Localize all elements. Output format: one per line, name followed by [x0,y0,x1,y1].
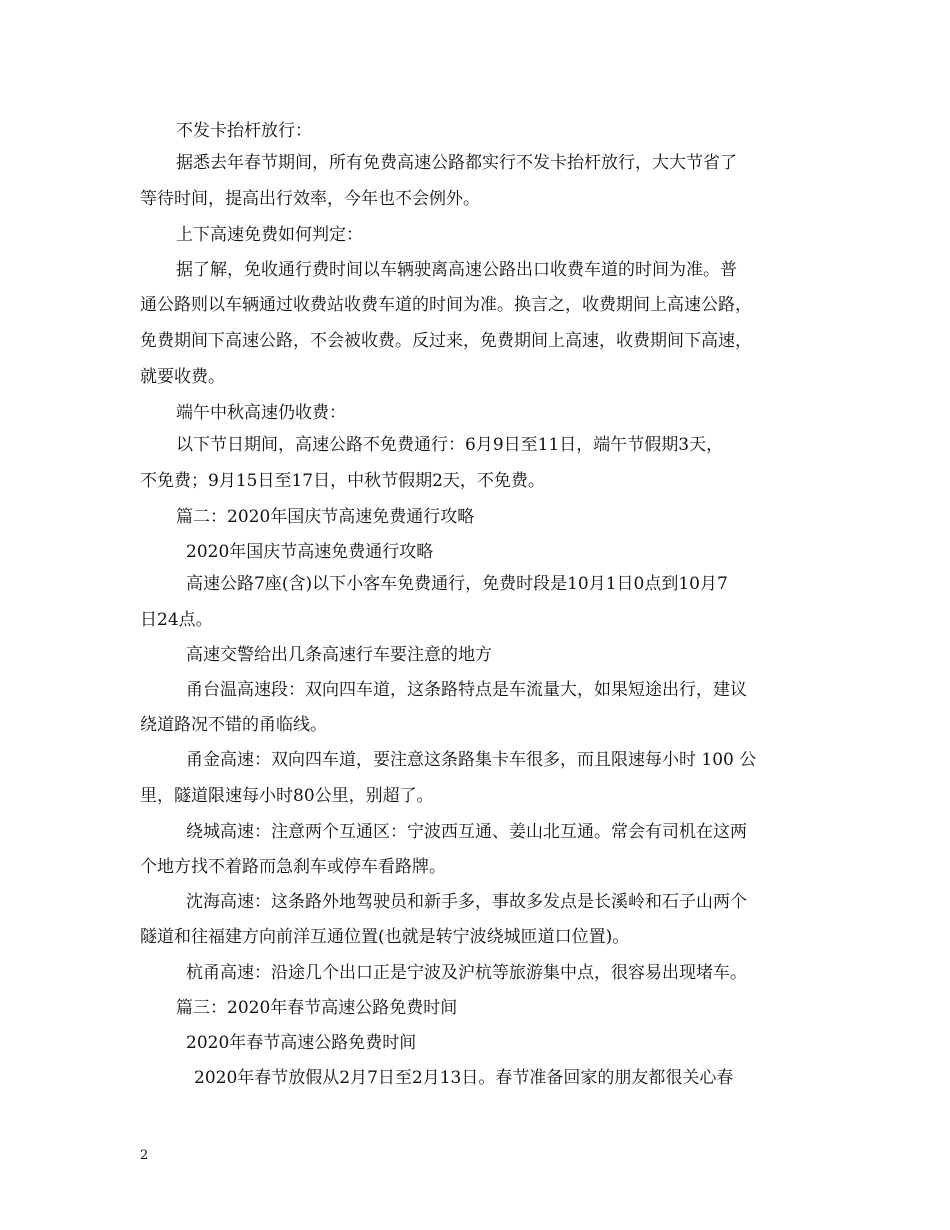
section-heading: 篇三：2020年春节高速公路免费时间 [176,998,458,1018]
page-number: 2 [140,1148,149,1163]
text-line: 等待时间，提高出行效率，今年也不会例外。 [140,189,480,209]
text-line: 绕城高速：注意两个互通区：宁波西互通、姜山北互通。常会有司机在这两 [186,822,747,842]
text-line: 上下高速免费如何判定： [176,225,363,245]
text-line: 不发卡抬杆放行： [176,121,312,141]
text-line: 甬台温高速段：双向四车道，这条路特点是车流量大，如果短途出行，建议 [186,680,747,700]
text-line: 日24点。 [140,610,213,630]
text-line: 隧道和往福建方向前洋互通位置(也就是转宁波绕城匝道口位置)。 [140,927,630,947]
text-line: 不免费；9月15日至17日，中秋节假期2天，不免费。 [140,471,545,491]
text-line: 里，隧道限速每小时80公里，别超了。 [140,786,434,806]
text-line: 个地方找不着路而急刹车或停车看路牌。 [140,857,446,877]
text-line: 绕道路况不错的甬临线。 [140,715,327,735]
section-heading: 篇二：2020年国庆节高速免费通行攻略 [176,507,475,527]
text-line: 以下节日期间，高速公路不免费通行：6月9日至11日，端午节假期3天， [176,435,724,455]
text-line: 据了解，免收通行费时间以车辆驶离高速公路出口收费车道的时间为准。普 [176,260,737,280]
text-line: 高速公路7座(含)以下小客车免费通行，免费时段是10月1日0点到10月7 [186,574,728,594]
text-line: 2020年春节放假从2月7日至2月13日。春节准备回家的朋友都很关心春 [194,1068,734,1088]
section-title: 2020年国庆节高速免费通行攻略 [186,542,434,562]
text-line: 甬金高速：双向四车道，要注意这条路集卡车很多，而且限速每小时 100 公 [186,750,757,770]
text-line: 通公路则以车辆通过收费站收费车道的时间为准。换言之，收费期间上高速公路， [140,295,752,315]
text-line: 沈海高速：这条路外地驾驶员和新手多，事故多发点是长溪岭和石子山两个 [186,892,747,912]
section-title: 2020年春节高速公路免费时间 [186,1033,417,1053]
text-line: 据悉去年春节期间，所有免费高速公路都实行不发卡抬杆放行，大大节省了 [176,153,737,173]
text-line: 免费期间下高速公路，不会被收费。反过来，免费期间上高速，收费期间下高速， [140,331,752,351]
text-line: 就要收费。 [140,367,225,387]
text-line: 端午中秋高速仍收费： [176,403,346,423]
text-line: 杭甬高速：沿途几个出口正是宁波及沪杭等旅游集中点，很容易出现堵车。 [186,963,747,983]
text-line: 高速交警给出几条高速行车要注意的地方 [186,645,492,665]
